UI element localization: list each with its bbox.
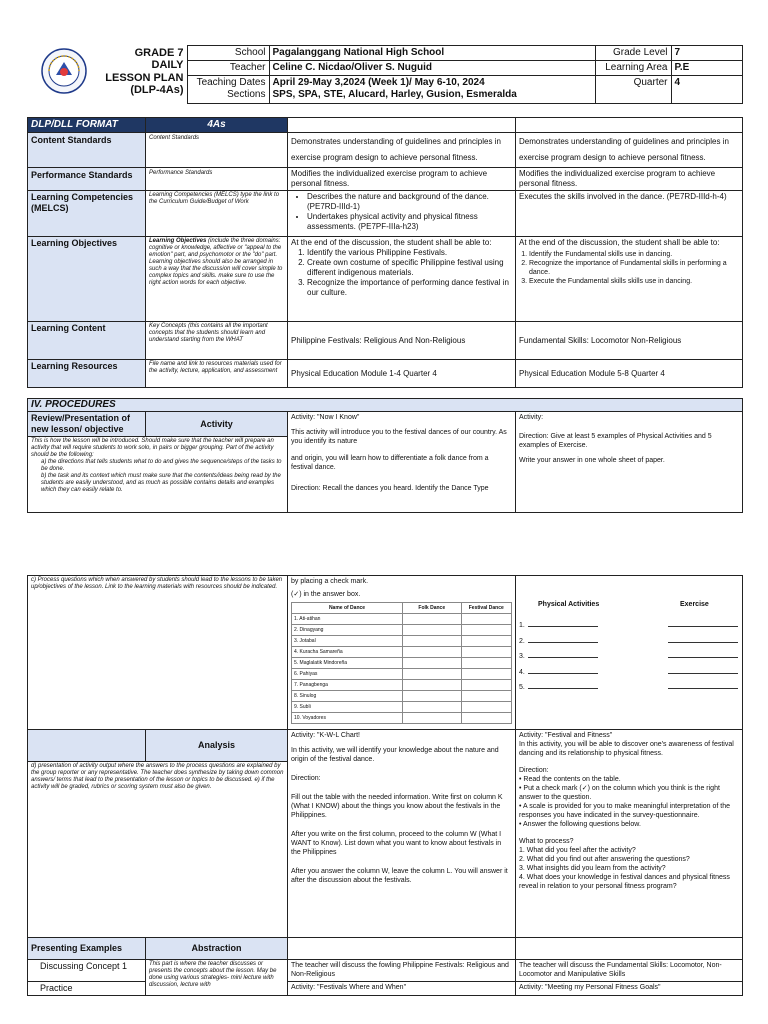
folk-checkbox[interactable] (403, 702, 462, 713)
answer-number: 5. (519, 684, 525, 691)
performance-standards-c1: Modifies the individualized exercise program to achieve personal fitness. (288, 168, 516, 191)
kwl-p2: Direction: (291, 775, 321, 782)
answer-number: 4. (519, 668, 525, 676)
activity-guide-b: b) the task and its context which must make sure that the contents/ideas being read by the students are easily understood, and as much as possible contains details and examples which they can easily relate to. (41, 473, 281, 493)
festival-checkbox[interactable] (461, 614, 511, 625)
objectives-guide-text: (include the three domains: cognitive or knowledge, affective or "appeal to the emotion" part, and psychomotor or the "do" part. Learning objectives should also be arranged in such a way that the discussion will cover simple to complex topics and skills. make sure to use the right action words for each objective. (149, 238, 283, 286)
abstraction-guide: This part is where the teacher discusses or presents the concepts about the lesson. May be done using various strategies- mini lecture with discussion, lecture with (146, 960, 288, 996)
discussing-label: Discussing Concept 1 (28, 960, 146, 982)
kwl-p4: After you write on the first column, proceed to the column W (What I WANT to Know). List down what you want to know about festivals in the Philippines (291, 831, 502, 856)
dates-value: April 29-May 3,2024 (Week 1)/ May 6-10, 2024 (272, 77, 485, 88)
dance-row (292, 702, 512, 713)
ff-title: Activity: "Festival and Fitness" (519, 732, 613, 739)
ff-b4: • Answer the following questions below. (519, 821, 641, 828)
school-value: Pagalanggang National High School (269, 46, 595, 61)
dance-row (292, 647, 512, 658)
dance-name: 4. Kuracha Samareña (292, 647, 403, 658)
performance-standards-c2: Modifies the individualized exercise program to achieve personal fitness. (516, 168, 743, 191)
practice-c1: Activity: "Festivals Where and When" (288, 982, 516, 996)
festival-checkbox[interactable] (461, 658, 511, 669)
practice-label: Practice (28, 982, 146, 996)
analysis-c1 (288, 730, 516, 938)
resources-label: Learning Resources (28, 360, 146, 388)
answer-number: 2. (519, 637, 525, 645)
ex-answer-line[interactable] (668, 673, 738, 674)
quarter-value: 4 (671, 76, 742, 104)
ff-b2: • Put a check mark (✓) on the column which you think is the right answer to the question. (519, 785, 720, 801)
pa-answer-line[interactable] (528, 626, 598, 627)
objectives-c2 (516, 237, 743, 322)
dance-header-name: Name of Dance (292, 603, 403, 614)
check-activity-c1 (288, 576, 516, 730)
daily-label: DAILY (151, 59, 184, 71)
ff-dir: Direction: (519, 767, 549, 774)
procedures-table (27, 398, 743, 513)
header-table (27, 45, 743, 104)
festival-checkbox[interactable] (461, 691, 511, 702)
check-p2: (✓) in the answer box. (291, 591, 361, 598)
abstraction-label: Abstraction (146, 938, 288, 960)
objectives-guide (146, 237, 288, 322)
objectives-c1-intro: At the end of the discussion, the student shall be able to: (291, 238, 492, 247)
activity-c1-title: Activity: "Now I Know" (291, 414, 360, 421)
kwl-p3: Fill out the table with the needed information. Write first on column K (What I KNOW) about the things you know about the festivals in the Philippines. (291, 794, 503, 819)
dance-name: 5. Maglalatik Mindoreña (292, 658, 403, 669)
answer-line-row (519, 680, 739, 696)
content-standards-guide: Content Standards (146, 133, 288, 168)
activity-c2-p2: Write your answer in one whole sheet of paper. (519, 457, 665, 464)
festival-checkbox[interactable] (461, 702, 511, 713)
activity-c1-p2: and origin, you will learn how to differentiate a folk dance from a festival dance. (291, 455, 489, 471)
header-title-block (27, 46, 187, 104)
ff-q1: 1. What did you feel after the activity? (519, 847, 636, 854)
dance-row (292, 614, 512, 625)
ff-q: What to process? (519, 838, 574, 845)
kwl-p5: After you answer the column W, leave the column L. You will answer it after the discussion about the festivals. (291, 868, 508, 884)
answer-line-row (519, 634, 739, 650)
format-header-col1: DLP/DLL FORMAT (28, 118, 146, 133)
competency-item-1: • Describes the nature and background of the dance. (PE7RD-IIId-1) (307, 192, 512, 212)
dates-label: Teaching Dates (196, 77, 266, 88)
discussing-c2: The teacher will discuss the Fundamental Skills: Locomotor, Non-Locomotor and Manipulative Skills (516, 960, 743, 982)
activity-c2-p1: Direction: Give at least 5 examples of Physical Activities and 5 examples of Exercise. (519, 433, 712, 449)
pa-answer-line[interactable] (528, 673, 598, 674)
format-header-blank-2 (516, 118, 743, 133)
pa-answer-line[interactable] (528, 642, 598, 643)
festival-checkbox[interactable] (461, 636, 511, 647)
performance-standards-label: Performance Standards (28, 168, 146, 191)
activity-c2-title: Activity: (519, 414, 544, 421)
dance-row (292, 625, 512, 636)
process-guide: c) Process questions which when answered by students should lead to the lessons to be taken up/objectives of the lesson. Link to the learning materials with resources should be indicated. (28, 576, 288, 730)
dance-row (292, 658, 512, 669)
analysis-blank (28, 730, 146, 762)
school-label: School (187, 46, 269, 61)
ex-answer-line[interactable] (668, 688, 738, 689)
dance-name: 8. Sinulog (292, 691, 403, 702)
folk-checkbox[interactable] (403, 625, 462, 636)
sections-value: SPS, SPA, STE, Alucard, Harley, Gusion, Esmeralda (272, 89, 517, 100)
festival-checkbox[interactable] (461, 669, 511, 680)
learning-area-label: Learning Area (595, 61, 671, 76)
dance-name: 3. Jotabal (292, 636, 403, 647)
ff-q4: 4. What does your knowledge in festival dances and physical fitness reveal in relation to your personal fitness program? (519, 874, 730, 890)
folk-checkbox[interactable] (403, 713, 462, 724)
answer-line-row (519, 649, 739, 665)
dance-row (292, 680, 512, 691)
folk-checkbox[interactable] (403, 647, 462, 658)
resources-c2: Physical Education Module 5-8 Quarter 4 (516, 360, 743, 388)
objective-c1-item-2: 2. Create own costume of specific Philippine festival using different indigenous materials. (307, 258, 512, 278)
objective-c1-item-1: 1. Identify the various Philippine Festivals. (307, 248, 512, 258)
resources-guide: File name and link to resources materials used for the activity, lecture, application, and assessment (146, 360, 288, 388)
dlp-label: (DLP-4As) (130, 84, 184, 96)
folk-checkbox[interactable] (403, 636, 462, 647)
dance-name: 2. Dinagyang (292, 625, 403, 636)
review-label: Review/Presentation of new lesson/ objective (28, 412, 146, 437)
activity-guide-a: a) the directions that tells students what to do and gives the sequence/steps of the tasks to be done. (41, 459, 282, 472)
dance-name: 7. Panagbenga (292, 680, 403, 691)
competencies-c2: Executes the skills involved in the dance. (PE7RD-IIId-h-4) (516, 191, 743, 237)
deped-seal (41, 48, 87, 94)
pa-answer-line[interactable] (528, 657, 598, 658)
festival-checkbox[interactable] (461, 647, 511, 658)
competencies-c1 (288, 191, 516, 237)
activity-label: Activity (146, 412, 288, 437)
kwl-p1: In this activity, we will identify your knowledge about the nature and origin of the festival dance. (291, 747, 499, 763)
analysis-c2 (516, 730, 743, 938)
pa-answer-line[interactable] (528, 688, 598, 689)
ex-label: Exercise (680, 601, 709, 608)
presenting-c2 (516, 938, 743, 960)
format-header-col2: 4As (146, 118, 288, 133)
ex-answer-line[interactable] (668, 657, 738, 658)
festival-checkbox[interactable] (461, 680, 511, 691)
dance-row (292, 691, 512, 702)
competencies-guide: Learning Competencies (MELCS) type the link to the Curriculum Guide/Budget of Work (146, 191, 288, 237)
dance-name: 10. Voyadores (292, 713, 403, 724)
activity-c1-p3: Direction: Recall the dances you heard. Identify the Dance Type (291, 485, 489, 492)
competency-item-2: • Undertakes physical activity and physical fitness assessments. (PE7PF-IIIa-h23) (307, 212, 512, 232)
sections-label: Sections (227, 89, 266, 100)
dance-name: 6. Pahiyas (292, 669, 403, 680)
folk-checkbox[interactable] (403, 614, 462, 625)
content-standards-label: Content Standards (28, 133, 146, 168)
teacher-label: Teacher (187, 61, 269, 76)
ex-answer-line[interactable] (668, 642, 738, 643)
festival-checkbox[interactable] (461, 713, 511, 724)
dates-sections-labels (187, 76, 269, 104)
format-table (27, 117, 743, 388)
pa-exercise-c2 (516, 576, 743, 730)
objective-c2-item-2: 2. Recognize the importance of Fundamental skills in performing a dance. (529, 259, 739, 277)
resources-c1: Physical Education Module 1-4 Quarter 4 (288, 360, 516, 388)
content-c1: Philippine Festivals: Religious And Non-Religious (288, 322, 516, 360)
pa-label: Physical Activities (538, 601, 600, 608)
performance-standards-guide: Performance Standards (146, 168, 288, 191)
activity-c1-p1: This activity will introduce you to the festival dances of our country. As you identify its nature (291, 429, 507, 445)
folk-checkbox[interactable] (403, 680, 462, 691)
activity-c2 (516, 412, 743, 513)
objectives-label: Learning Objectives (28, 237, 146, 322)
dance-name: 1. Ati-atihan (292, 614, 403, 625)
presenting-c1 (288, 938, 516, 960)
procedures-title: IV. PROCEDURES (28, 399, 743, 412)
objectives-guide-bold: Learning Objectives (149, 238, 207, 244)
content-standards-c1: Demonstrates understanding of guidelines and principles in exercise program design to achieve personal fitness. (288, 133, 516, 168)
discussing-c1: The teacher will discuss the fowling Philippine Festivals: Religious and Non-Religious (288, 960, 516, 982)
objective-c2-item-1: 1. Identify the Fundamental skills use in dancing. (529, 250, 739, 259)
lesson-plan-label: LESSON PLAN (105, 71, 184, 84)
answer-line-row (519, 665, 739, 681)
content-standards-c2: Demonstrates understanding of guidelines and principles in exercise program design to achieve personal fitness. (516, 133, 743, 168)
content-guide: Key Concepts (this contains all the important concepts that the students should learn and understand starting from the WHAT (146, 322, 288, 360)
analysis-guide: d) presentation of activity output where the answers to the process questions are explained by the group reporter or any representative. The teacher does synthesize by taking down common answers/ terms that lead to the presentation of the lesson or topics to be discussed. e) if the activity will be graded, rubrics or scoring system must also be given. (28, 762, 288, 938)
dance-row (292, 669, 512, 680)
ff-b1: • Read the contents on the table. (519, 776, 621, 783)
activity-guide (28, 437, 288, 513)
dance-row (292, 636, 512, 647)
activity-c1 (288, 412, 516, 513)
page2-table (27, 575, 743, 996)
kwl-title: Activity: "K-W-L Chart! (291, 732, 360, 739)
format-header-blank (288, 118, 516, 133)
practice-c2: Activity: "Meeting my Personal Fitness Goals" (516, 982, 743, 996)
competencies-label: Learning Competencies (MELCS) (28, 191, 146, 237)
folk-checkbox[interactable] (403, 669, 462, 680)
objectives-c1 (288, 237, 516, 322)
folk-checkbox[interactable] (403, 658, 462, 669)
content-label: Learning Content (28, 322, 146, 360)
ff-p1: In this activity, you will be able to discover one's awareness of festival dancing and its relationship to physical fitness. (519, 741, 734, 757)
dance-name: 9. Subli (292, 702, 403, 713)
teacher-value: Celine C. Nicdao/Oliver S. Nuguid (269, 61, 595, 76)
objective-c2-item-3: 3. Execute the Fundamental skills skills use in dancing. (529, 277, 739, 286)
dance-table (291, 602, 512, 724)
folk-checkbox[interactable] (403, 691, 462, 702)
ff-q3: 3. What insights did you learn from the activity? (519, 865, 666, 872)
analysis-label: Analysis (146, 730, 288, 762)
dance-row (292, 713, 512, 724)
quarter-label: Quarter (595, 76, 671, 104)
grade-level-value: 7 (671, 46, 742, 61)
dance-header-folk: Folk Dance (403, 603, 462, 614)
dates-sections-values (269, 76, 595, 104)
dance-header-festival: Festival Dance (461, 603, 511, 614)
answer-number: 3. (519, 653, 525, 660)
objective-c1-item-3: 3. Recognize the importance of performing dance festival in our culture. (307, 278, 512, 298)
check-p1: by placing a check mark. (291, 578, 369, 585)
ex-answer-line[interactable] (668, 626, 738, 627)
objectives-c2-intro: At the end of the discussion, the student shall be able to: (519, 238, 720, 247)
content-c2: Fundamental Skills: Locomotor Non-Religious (516, 322, 743, 360)
grade-label: GRADE 7 (134, 46, 184, 59)
festival-checkbox[interactable] (461, 625, 511, 636)
ff-q2: 2. What did you find out after answering the questions? (519, 856, 690, 863)
learning-area-value: P.E (671, 61, 742, 76)
presenting-label: Presenting Examples (28, 938, 146, 960)
activity-guide-text: This is how the lesson will be introduced. Should make sure that the teacher will prepare an activity that will require students to work solo, in pairs or bigger grouping. Part of the activity should be the following: (31, 438, 274, 458)
answer-line-row (519, 618, 739, 634)
ff-b3: • A scale is provided for you to make meaningful interpretation of the responses you have indicated in the survey-questionnaire. (519, 803, 731, 819)
grade-level-label: Grade Level (595, 46, 671, 61)
answer-number: 1. (519, 622, 525, 629)
